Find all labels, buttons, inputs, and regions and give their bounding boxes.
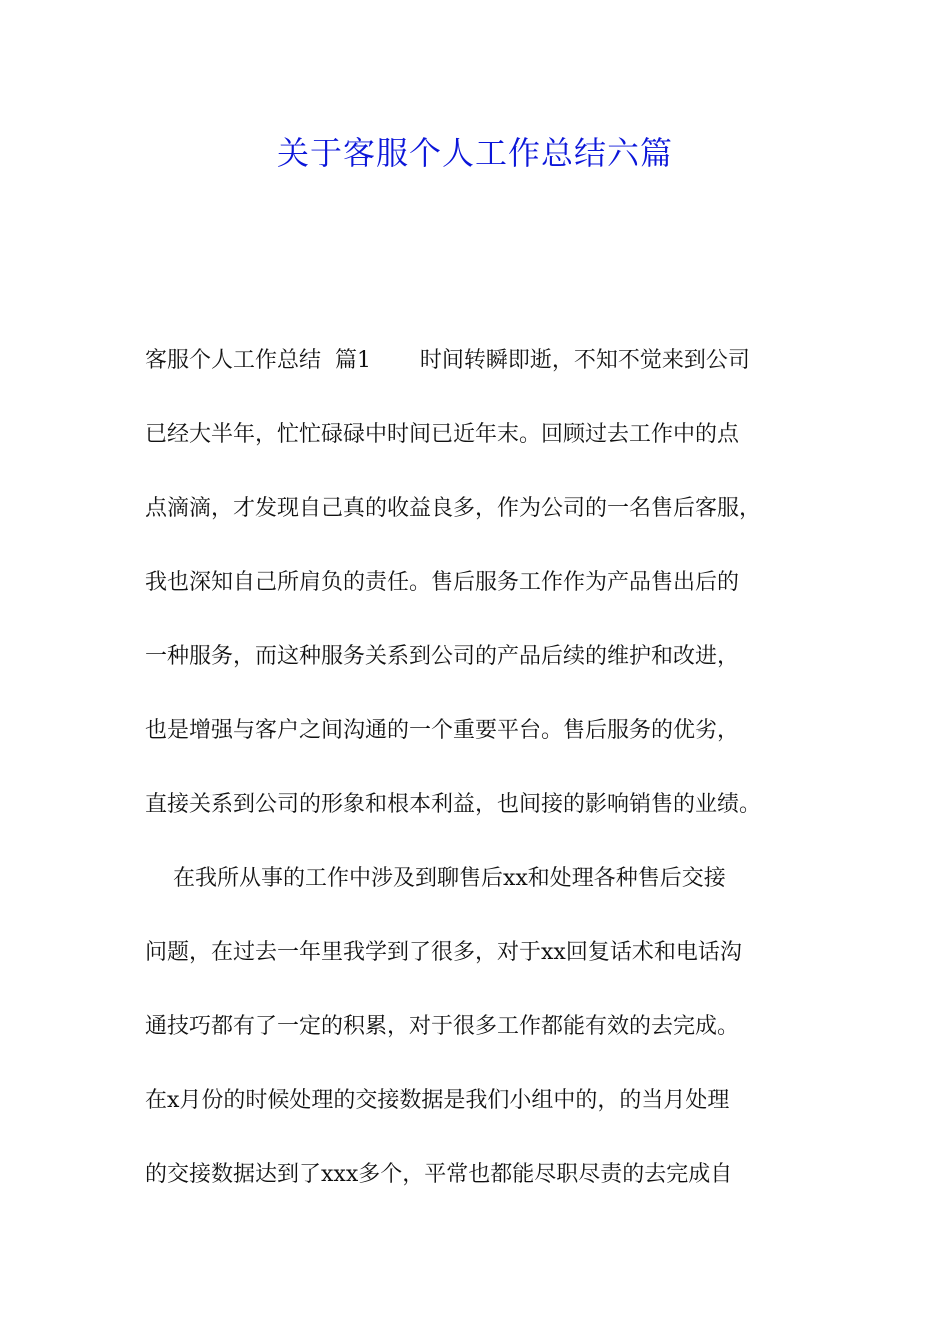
body-line-6: 也是增强与客户之间沟通的一个重要平台。售后服务的优劣， [145, 718, 740, 743]
body-line-12: 的交接数据达到了xxx多个，平常也都能尽职尽责的去完成自 [145, 1162, 733, 1187]
document-body [145, 338, 825, 1226]
body-line-11: 在x月份的时候处理的交接数据是我们小组中的，的当月处理 [145, 1088, 730, 1113]
body-line-10: 通技巧都有了一定的积累，对于很多工作都能有效的去完成。 [145, 1014, 740, 1039]
body-line-4: 我也深知自己所肩负的责任。售后服务工作作为产品售出后的 [145, 570, 740, 595]
body-line-8: 在我所从事的工作中涉及到聊售后xx和处理各种售后交接 [145, 866, 726, 891]
body-line-5: 一种服务，而这种服务关系到公司的产品后续的维护和改进， [145, 644, 740, 669]
body-line-2: 已经大半年，忙忙碌碌中时间已近年末。回顾过去工作中的点 [145, 422, 740, 447]
body-line-9: 问题，在过去一年里我学到了很多，对于xx回复话术和电话沟 [145, 940, 742, 965]
document-title: 关于客服个人工作总结六篇 [276, 134, 673, 172]
body-line-3: 点滴滴，才发现自己真的收益良多，作为公司的一名售后客服， [145, 496, 762, 521]
body-line-1: 客服个人工作总结 篇1 时间转瞬即逝，不知不觉来到公司 [145, 348, 750, 373]
body-line-7: 直接关系到公司的形象和根本利益，也间接的影响销售的业绩。 [145, 792, 762, 817]
